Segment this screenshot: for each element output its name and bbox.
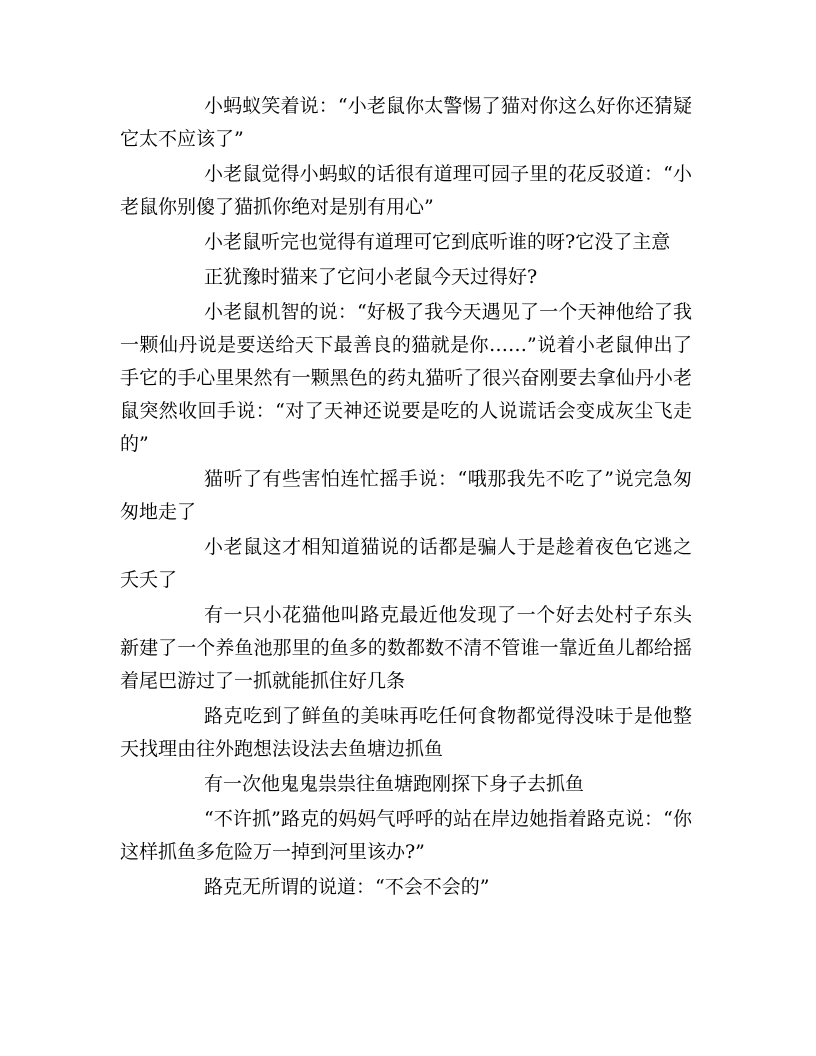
paragraph: 正犹豫时猫来了它问小老鼠今天过得好? [204, 266, 538, 288]
paragraph: 猫听了有些害怕连忙摇手说：“哦那我先不吃了”说完急匆匆地走了 [120, 468, 692, 523]
paragraph: 小老鼠这才相知道猫说的话都是骗人于是趁着夜色它逃之夭夭了 [120, 536, 692, 591]
paragraph: 小蚂蚁笑着说：“小老鼠你太警惕了猫对你这么好你还猜疑它太不应该了” [120, 95, 692, 150]
paragraph: 有一次他鬼鬼祟祟往鱼塘跑刚探下身子去抓鱼 [204, 773, 585, 795]
paragraph: 小老鼠机智的说：“好极了我今天遇见了一个天神他给了我一颗仙丹说是要送给天下最善良的猫就是你……”说着小老鼠伸出了手它的手心里果然有一颗黑色的药丸猫听了很兴奋刚要去拿仙丹小老鼠突然收回手说：“对了天神还说要是吃的人说谎话会变成灰尘飞走的” [120, 301, 692, 455]
paragraph: 路克吃到了鲜鱼的美味再吃任何食物都觉得没味于是他整天找理由往外跑想法设法去鱼塘边抓鱼 [120, 705, 692, 760]
paragraph: 小老鼠听完也觉得有道理可它到底听谁的呀?它没了主意 [204, 231, 671, 253]
paragraph: 有一只小花猫他叫路克最近他发现了一个好去处村子东头新建了一个养鱼池那里的鱼多的数都数不清不管谁一靠近鱼儿都给摇着尾巴游过了一抓就能抓住好几条 [120, 604, 692, 692]
document-page [120, 90, 692, 906]
paragraph: 路克无所谓的说道：“不会不会的” [204, 876, 490, 898]
paragraph: “不许抓”路克的妈妈气呼呼的站在岸边她指着路克说：“你这样抓鱼多危险万一掉到河里该办?” [120, 808, 692, 863]
paragraph: 小老鼠觉得小蚂蚁的话很有道理可园子里的花反驳道：“小老鼠你别傻了猫抓你绝对是别有用心” [120, 163, 692, 218]
